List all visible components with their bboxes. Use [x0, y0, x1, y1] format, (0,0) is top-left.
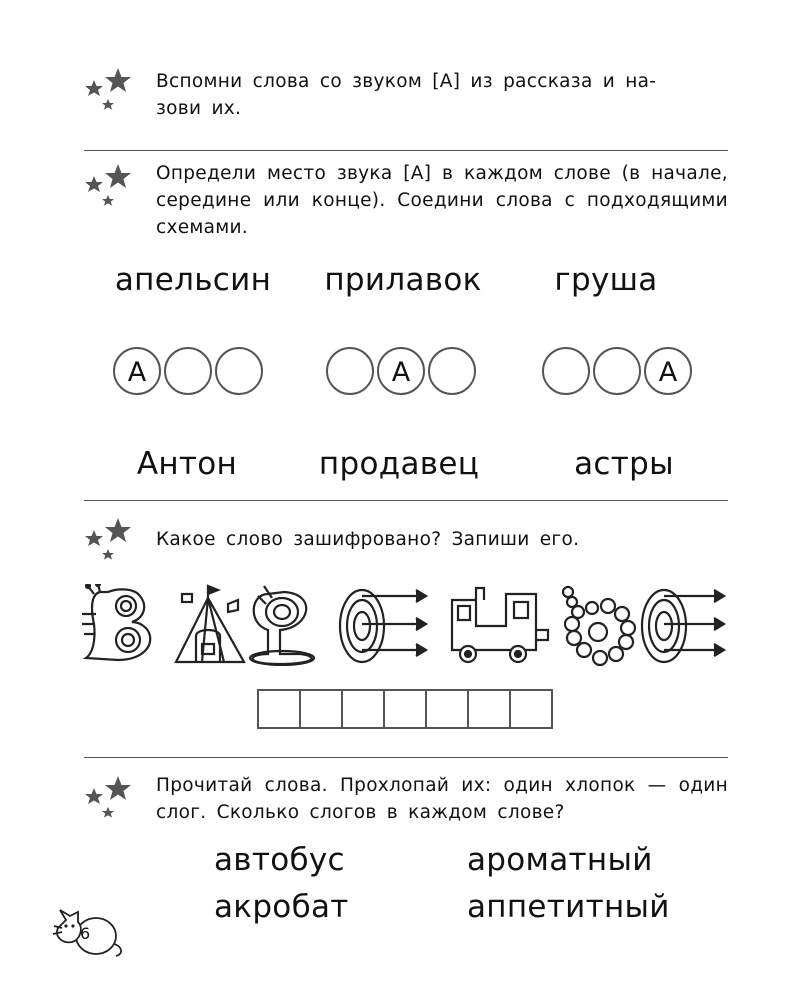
scheme-middle[interactable]	[321, 346, 481, 396]
scheme-start[interactable]	[108, 346, 268, 396]
stars-icon	[80, 516, 136, 564]
scheme-letter: А	[127, 357, 147, 388]
word-aromatny: ароматный	[467, 842, 653, 878]
word-avtobus: автобус	[214, 842, 345, 878]
word-prilavok: прилавок	[324, 262, 482, 298]
snail-icon	[82, 584, 150, 660]
answer-cell[interactable]	[467, 689, 511, 729]
word-prodavets: продавец	[318, 446, 480, 482]
divider	[84, 757, 728, 758]
answer-cell[interactable]	[299, 689, 343, 729]
task-3-instruction: Какое слово зашифровано? Запиши его.	[156, 529, 580, 550]
scheme-letter: А	[391, 357, 411, 388]
divider	[84, 500, 728, 501]
stars-icon	[80, 162, 136, 210]
task-1-instruction: Вспомни слова со звуком [А] из рассказа и на- зови их.	[156, 71, 657, 119]
word-anton: Антон	[136, 446, 238, 482]
scheme-end[interactable]	[537, 346, 697, 396]
train-icon	[452, 588, 548, 662]
answer-grid[interactable]	[257, 689, 553, 729]
picture-cipher	[78, 584, 728, 666]
task-2-instruction: Определи место звука [А] в каждом слове (в начале, середине или конце). Соедини слова с подходящими схемами.	[156, 163, 728, 238]
word-akrobat: акробат	[214, 889, 349, 925]
word-astry: астры	[574, 446, 674, 482]
scheme-letter: А	[658, 357, 678, 388]
answer-cell[interactable]	[383, 689, 427, 729]
answer-cell[interactable]	[425, 689, 469, 729]
trumpet-icon	[250, 586, 314, 665]
target-arrows-icon	[340, 590, 426, 662]
divider	[84, 150, 728, 151]
answer-cell[interactable]	[341, 689, 385, 729]
word-grusha: груша	[554, 262, 658, 298]
stars-icon	[80, 774, 136, 822]
tent-icon	[176, 586, 244, 662]
stars-icon	[80, 66, 136, 114]
target-arrows-icon	[642, 590, 724, 662]
page-number: 6	[80, 924, 91, 943]
word-apelsin: апельсин	[114, 262, 272, 298]
answer-cell[interactable]	[257, 689, 301, 729]
answer-cell[interactable]	[509, 689, 553, 729]
word-appetitny: аппетитный	[467, 889, 670, 925]
beads-icon	[563, 587, 635, 665]
task-4-instruction: Прочитай слова. Прохлопай их: один хлопок — один слог. Сколько слогов в каждом слове?	[156, 775, 728, 823]
